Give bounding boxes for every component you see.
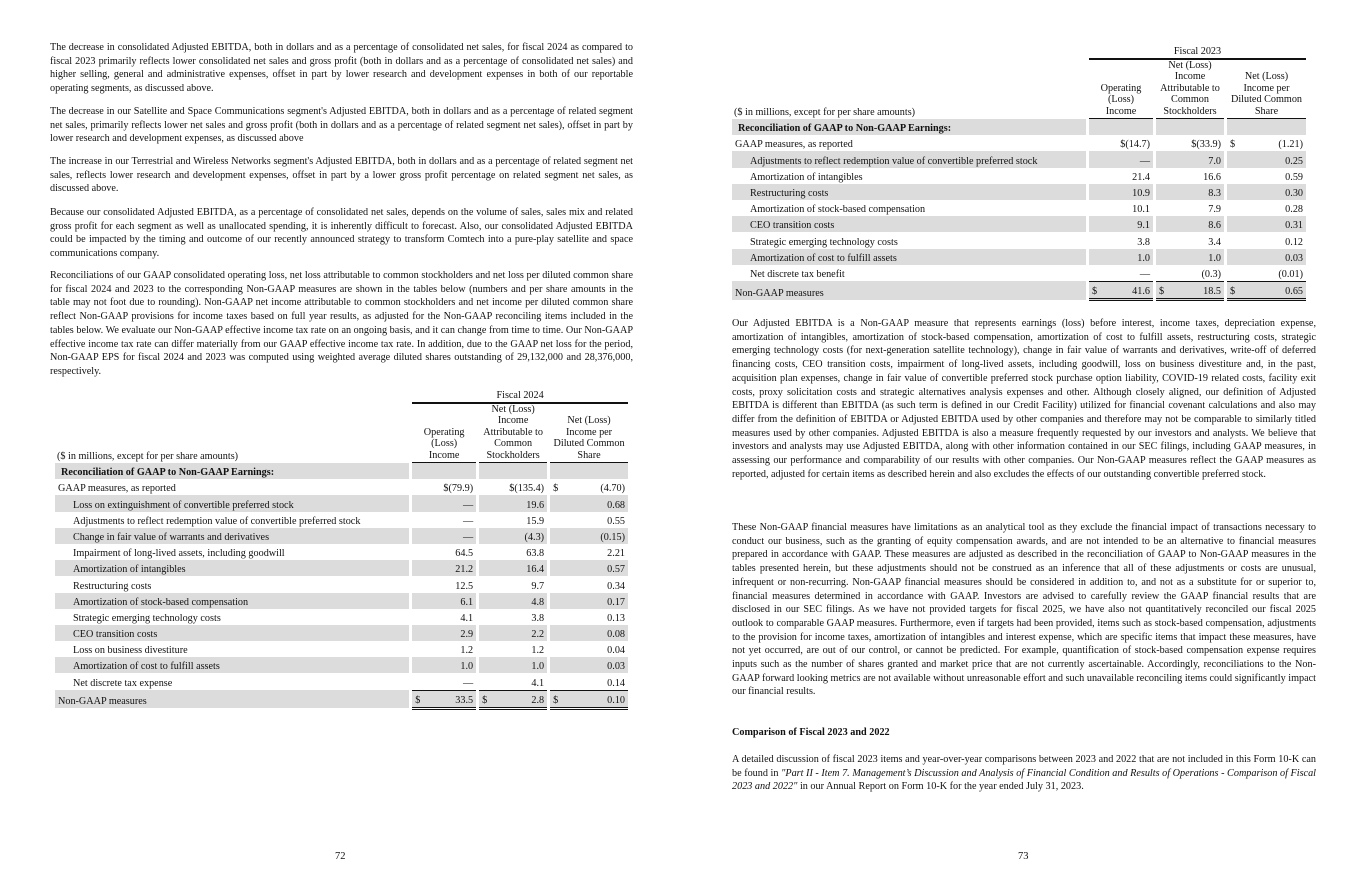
row-per-share: 0.08: [550, 625, 628, 641]
row-per-share: 0.04: [607, 645, 625, 657]
table-section-row: [55, 463, 628, 480]
row-label: Restructuring costs: [732, 184, 1086, 200]
table-header-row: [55, 403, 628, 463]
table-row: [55, 544, 628, 560]
table-row: [55, 528, 628, 544]
row-label: CEO transition costs: [732, 216, 1086, 232]
row-label: CEO transition costs: [55, 625, 409, 641]
left-page: [0, 0, 682, 889]
row-operating: 21.2: [412, 560, 476, 576]
row-operating: 6.1: [412, 593, 476, 609]
section-heading: Comparison of Fiscal 2023 and 2022: [732, 727, 890, 738]
table-period: Fiscal 2023: [1089, 44, 1306, 59]
row-net: 1.0: [1156, 249, 1224, 265]
non-gaap-net: $ 2.8: [479, 690, 547, 708]
column-header-net-income: Net (Loss) Income Attributable to Common Stockholders: [1156, 59, 1224, 119]
row-label: Amortization of stock-based compensation: [55, 593, 409, 609]
table-row: [55, 673, 628, 690]
fiscal-2024-reconciliation-table: [55, 388, 628, 710]
row-net: 16.4: [479, 560, 547, 576]
table-row: [55, 593, 628, 609]
row-label: Net discrete tax expense: [73, 678, 173, 690]
row-operating: 1.2: [460, 645, 474, 657]
row-per-share: 0.14: [607, 677, 625, 689]
row-label: Adjustments to reflect redemption value of convertible preferred stock: [732, 151, 1086, 167]
row-operating: 1.0: [412, 657, 476, 673]
row-per-share: 2.21: [607, 548, 625, 560]
gaap-row: [55, 479, 628, 495]
row-per-share: 0.17: [550, 593, 628, 609]
row-per-share: 0.55: [607, 515, 625, 527]
row-label: Amortization of cost to fulfill assets: [732, 249, 1086, 265]
row-per-share: 0.57: [550, 560, 628, 576]
row-per-share: 0.25: [1227, 151, 1306, 167]
row-net: 1.2: [531, 645, 545, 657]
right-paragraph-3: A detailed discussion of fiscal 2023 items and year-over-year comparisons between 2023 and 2022 that are not included in this Form 10-K can be found in "Part II - Item 7. Management’s Discussion and Analysis of Financial Condition and Results of Operations - Comparison of Fiscal 2023 and 2022" in our Annual Report on Form 10-K for the year ended July 31, 2023.: [732, 754, 1316, 793]
section-label: Reconciliation of GAAP to Non-GAAP Earnings:: [55, 463, 409, 480]
left-paragraph-2: The decrease in our Satellite and Space Communications segment's Adjusted EBITDA, both in dollars and as a percentage of related segment net sales, primarily reflects lower net sales and gross profit (both in dollars and as a percentage of related segment net sales), offset in part by lower research and development expenses, as discussed above: [50, 106, 633, 145]
row-net: (0.3): [1201, 268, 1221, 280]
column-header-operating: Operating (Loss) Income: [1089, 59, 1153, 119]
row-net: 8.6: [1156, 216, 1224, 232]
column-header-per-share: Net (Loss) Income per Diluted Common Share: [1227, 59, 1306, 119]
row-operating: 2.9: [412, 625, 476, 641]
row-net: 2.2: [479, 625, 547, 641]
row-operating: 9.1: [1089, 216, 1153, 232]
row-net: 63.8: [526, 548, 545, 560]
page-number: 73: [1018, 851, 1029, 862]
left-paragraph-3: The increase in our Terrestrial and Wireless Networks segment's Adjusted EBITDA, both in dollars and as a percentage of related segment net sales, reflects lower research and development expenses, offset in part by a lower gross profit percentage on related segment net sales, as discussed above.: [50, 156, 633, 195]
fiscal-2023-reconciliation-table: [732, 44, 1306, 301]
right-paragraph-1: Our Adjusted EBITDA is a Non-GAAP measure that represents earnings (loss) before interest, income taxes, depreciation expense, amortization of intangibles, amortization of stock-based compensation, amortization of cost to fulfill assets, restructuring costs, strategic emerging technology costs (for next-generation satellite technology), change in fair value of warrants and derivatives, write-off of deferred financing costs, CEO transition costs, impairment of long-lived assets, including goodwill, loss on business divestiture and, in the past, acquisition plan expenses, change in fair value of convertible preferred stock purchase option liability, COVID-19 related costs, facility exit costs, proxy solicitation costs and strategic alternatives analysis expenses and other. Although closely aligned, our definition of Adjusted EBITDA is different than EBITDA (as such term is defined in our Credit Facility) utilized for financial covenant calculations and also may differ from the definition of EBITDA or Adjusted EBITDA used by other companies and therefore may not be comparable to similarly titled measures used by other companies. Adjusted EBITDA is also a measure frequently requested by our investors and analysts. We believe that investors and analysts may use Adjusted EBITDA, along with other information contained in our SEC filings, including GAAP measures, in assessing our performance and comparability of our results with other companies. Our Non-GAAP measures reflect the GAAP measures as reported, adjusted for certain items as described herein and also excludes the effects of our outstanding convertible preferred stock.: [732, 318, 1316, 480]
row-per-share: 0.03: [1227, 249, 1306, 265]
non-gaap-per-share: $ 0.65: [1227, 281, 1306, 299]
column-header-net-income: Net (Loss) Income Attributable to Common Stockholders: [479, 403, 547, 463]
row-operating: —: [412, 528, 476, 544]
left-paragraph-4: Because our consolidated Adjusted EBITDA, as a percentage of consolidated net sales, depends on the volume of sales, sales mix and related gross profit for each segment as well as unallocated spending, it is inherently difficult to forecast. Also, our consolidated Adjusted EBITDA could be impacted by the timing and outcome of our recently announced strategy to transform Comtech into a pure-play satellite and space communications company.: [50, 207, 633, 260]
row-label: Loss on extinguishment of convertible preferred stock: [55, 495, 409, 511]
right-page: [683, 0, 1365, 889]
non-gaap-operating: $ 41.6: [1089, 281, 1153, 299]
row-net: 3.4: [1208, 236, 1221, 248]
column-header-operating: Operating (Loss) Income: [412, 403, 476, 463]
gaap-per-share: $ (4.70): [553, 483, 625, 495]
row-label: Strategic emerging technology costs: [750, 236, 898, 248]
row-label: Strategic emerging technology costs: [73, 612, 221, 624]
non-gaap-per-share: $ 0.10: [550, 690, 628, 708]
table-row: [55, 512, 628, 528]
table-header-label: ($ in millions, except for per share amounts): [57, 450, 239, 462]
gaap-row: [732, 135, 1306, 151]
table-header-row: [732, 59, 1306, 119]
row-operating: 64.5: [455, 548, 474, 560]
row-net: 3.8: [531, 612, 545, 624]
table-row: [55, 495, 628, 511]
row-label: Amortization of cost to fulfill assets: [55, 657, 409, 673]
left-paragraph-1: The decrease in consolidated Adjusted EBITDA, both in dollars and as a percentage of consolidated net sales, for fiscal 2024 as compared to fiscal 2023 primarily reflects lower consolidated net sales and gross profit (both in dollars and as a percentage of consolidated net sales) and higher selling, general and administrative expenses, offset in part by lower research and development expenses in both of our reportable operating segments, as discussed above.: [50, 42, 633, 95]
non-gaap-row: [732, 281, 1306, 299]
table-row: [732, 151, 1306, 167]
row-per-share: 0.34: [607, 580, 625, 592]
gaap-operating: $(14.7): [1120, 139, 1150, 151]
table-period: Fiscal 2024: [412, 388, 628, 403]
right-paragraph-2: These Non-GAAP financial measures have limitations as an analytical tool as they exclude the financial impact of transactions necessary to conduct our business, such as the granting of equity compensation awards, and are not intended to be an alternative to financial measures prepared in accordance with GAAP. These measures are adjusted as described in the reconciliation of GAAP to Non-GAAP measures in the tables presented herein, but these adjustments should not be construed as an inference that all of these adjustments or costs are unusual, infrequent or non-recurring. Non-GAAP financial measures should be considered in addition to, and not as a substitute for or superior to, financial measures determined in accordance with GAAP. Investors are advised to carefully review the GAAP financial results that are disclosed in our SEC filings. As we have not provided targets for fiscal 2025, we have also not quantitatively reconciled our fiscal 2025 outlook to comparable GAAP measures. Furthermore, even if targets had been provided, items such as stock-based compensation, adjustments to the provision for income taxes, amortization of intangibles and interest expense, which are specific items that impact these measures, have not yet occurred, are out of our control, or cannot be predicted. For example, quantification of stock-based compensation expense requires inputs such as the number of shares granted and market price that are not currently ascertainable. Accordingly, reconciliations to the Non-GAAP forward looking metrics are not available without unreasonable effort and such unavailable reconciling items could significantly impact our financial results.: [732, 522, 1316, 698]
table-row: [732, 216, 1306, 232]
table-row: [55, 609, 628, 625]
row-net: 15.9: [526, 515, 545, 527]
row-net: 7.9: [1208, 204, 1221, 216]
table-row: [55, 576, 628, 592]
gaap-per-share: $ (1.21): [1230, 139, 1303, 151]
section-label: Reconciliation of GAAP to Non-GAAP Earnings:: [732, 119, 1086, 136]
gaap-label: GAAP measures, as reported: [735, 139, 853, 151]
row-per-share: (0.01): [1278, 268, 1303, 280]
gaap-operating: $(79.9): [443, 483, 474, 495]
row-label: Amortization of intangibles: [750, 171, 863, 183]
non-gaap-label: Non-GAAP measures: [55, 690, 409, 708]
row-per-share: 0.28: [1285, 204, 1303, 216]
row-operating: 3.8: [1137, 236, 1150, 248]
table-header-label: ($ in millions, except for per share amounts): [734, 106, 916, 118]
table-row: [732, 184, 1306, 200]
row-per-share: 0.12: [1285, 236, 1303, 248]
table-row: [55, 657, 628, 673]
table-row: [732, 232, 1306, 248]
row-label: Loss on business divestiture: [73, 645, 188, 657]
row-net: 1.0: [479, 657, 547, 673]
table-row: [55, 625, 628, 641]
table-row: [732, 200, 1306, 216]
row-label: Restructuring costs: [73, 580, 152, 592]
row-operating: —: [1139, 268, 1150, 280]
row-label: Adjustments to reflect redemption value of convertible preferred stock: [73, 515, 361, 527]
row-net: 4.1: [531, 677, 545, 689]
row-net: 19.6: [479, 495, 547, 511]
row-per-share: 0.03: [550, 657, 628, 673]
column-header-per-share: Net (Loss) Income per Diluted Common Share: [550, 403, 628, 463]
row-operating: 10.1: [1132, 204, 1150, 216]
row-operating: —: [412, 495, 476, 511]
row-net: 4.8: [479, 593, 547, 609]
gaap-net: $(135.4): [509, 483, 545, 495]
row-per-share: 0.13: [607, 612, 625, 624]
row-operating: —: [462, 515, 474, 527]
row-operating: 21.4: [1132, 171, 1150, 183]
row-operating: 12.5: [455, 580, 474, 592]
row-net: (4.3): [479, 528, 547, 544]
table-section-row: [732, 119, 1306, 136]
left-paragraph-5: Reconciliations of our GAAP consolidated operating loss, net loss attributable to common stockholders and net loss per diluted common share for fiscal 2024 and 2023 to the corresponding Non-GAAP measures are shown in the tables below (numbers and per share amounts in the table may not foot due to rounding). Non-GAAP net income attributable to common stockholders and net income per diluted common share reflect Non-GAAP provisions for income taxes based on full year results, as adjusted for the Non-GAAP reconciling items included in the tables below. We evaluate our Non-GAAP effective income tax rate on an ongoing basis, and it can change from time to time. Our Non-GAAP effective income tax rate can differ materially from our GAAP effective income tax rate. In addition, due to the GAAP net loss for the period, Non-GAAP EPS for fiscal 2024 and 2023 was computed using weighted average diluted shares outstanding of 29,132,000 and 28,376,000, respectively.: [50, 270, 633, 377]
row-net: 9.7: [531, 580, 545, 592]
row-operating: 4.1: [460, 612, 474, 624]
table-row: [732, 265, 1306, 282]
gaap-net: $(33.9): [1191, 139, 1221, 151]
gaap-label: GAAP measures, as reported: [58, 483, 176, 495]
table-row: [732, 249, 1306, 265]
row-label: Change in fair value of warrants and derivatives: [55, 528, 409, 544]
row-operating: —: [462, 677, 474, 689]
row-per-share: 0.30: [1227, 184, 1306, 200]
table-row: [55, 641, 628, 657]
row-operating: 1.0: [1089, 249, 1153, 265]
row-operating: —: [1089, 151, 1153, 167]
row-net: 7.0: [1156, 151, 1224, 167]
non-gaap-label: Non-GAAP measures: [732, 281, 1086, 299]
row-per-share: (0.15): [550, 528, 628, 544]
row-net: 16.6: [1203, 171, 1221, 183]
table-row: [732, 168, 1306, 184]
row-label: Impairment of long-lived assets, including goodwill: [73, 548, 285, 560]
non-gaap-operating: $ 33.5: [412, 690, 476, 708]
row-label: Net discrete tax benefit: [750, 269, 845, 281]
non-gaap-row: [55, 690, 628, 708]
table-row: [55, 560, 628, 576]
page-number: 72: [335, 851, 346, 862]
non-gaap-net: $ 18.5: [1156, 281, 1224, 299]
row-operating: 10.9: [1089, 184, 1153, 200]
table-period-row: [732, 44, 1306, 59]
row-per-share: 0.68: [550, 495, 628, 511]
row-label: Amortization of intangibles: [55, 560, 409, 576]
table-period-row: [55, 388, 628, 403]
row-label: Amortization of stock-based compensation: [750, 204, 926, 216]
row-per-share: 0.31: [1227, 216, 1306, 232]
row-per-share: 0.59: [1285, 171, 1303, 183]
row-net: 8.3: [1156, 184, 1224, 200]
